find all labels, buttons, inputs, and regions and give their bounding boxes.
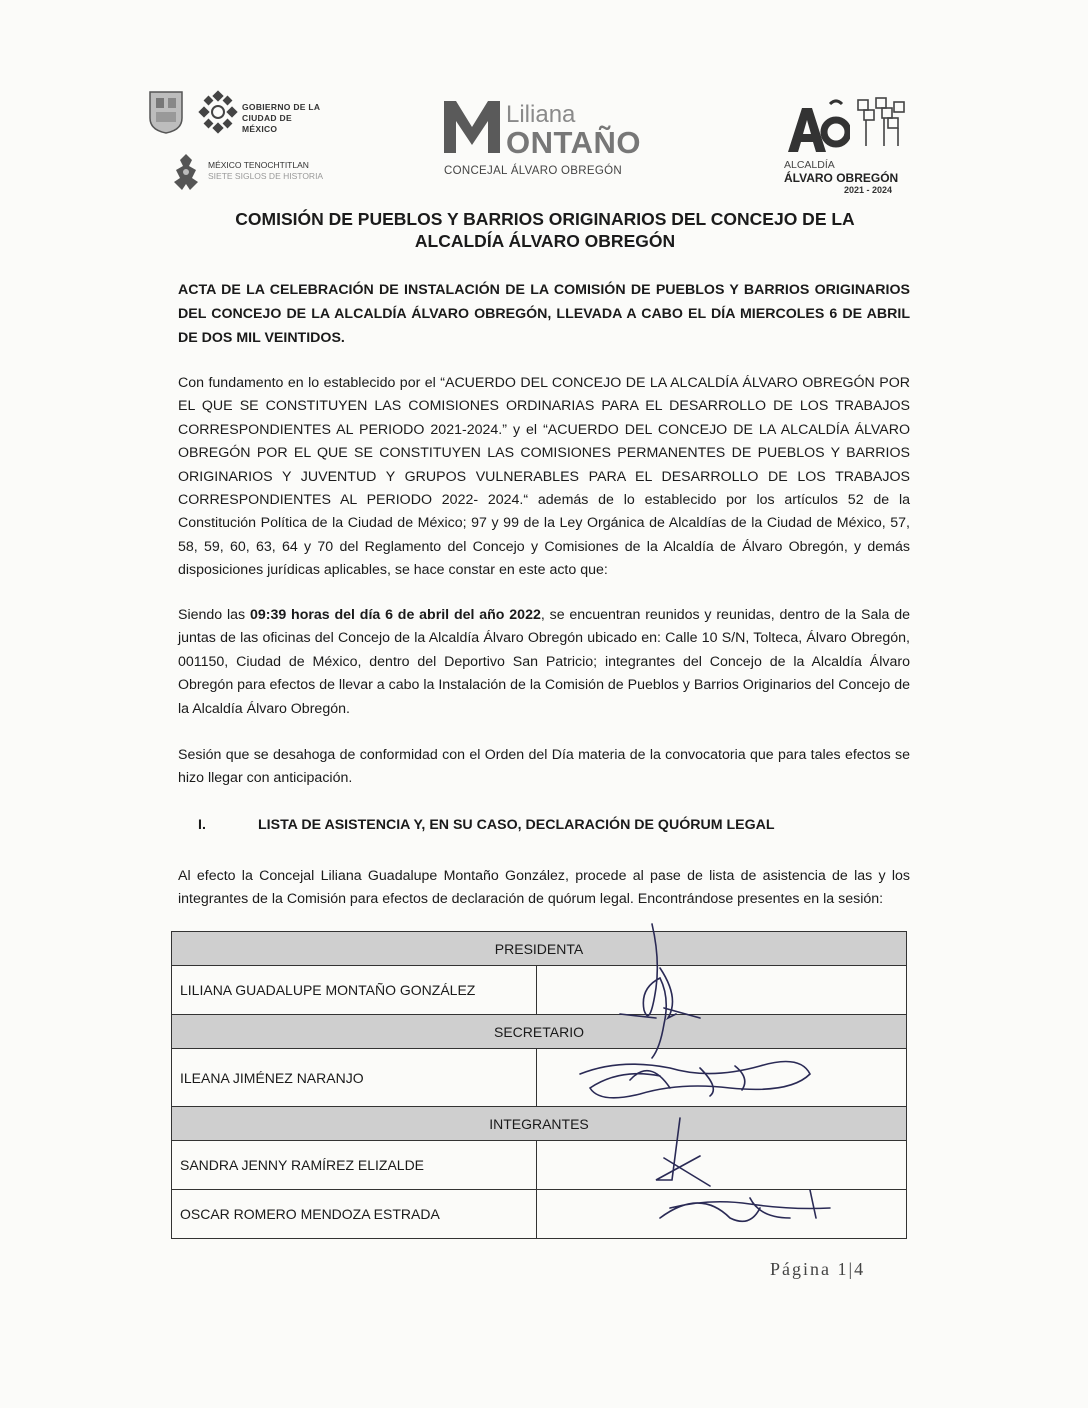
paragraph-reunion-prefix: Siendo las — [178, 607, 250, 623]
paragraph-fundamento: Con fundamento en lo establecido por el “ACUERDO DEL CONCEJO DE LA ALCALDÍA ÁLVARO OBREGÓN POR EL QUE SE CONSTITUYEN LAS COMISIONES ORDINARIAS PARA EL DESARROLLO DE LOS TRABAJOS CORRESPONDIENTES AL PERIODO 2021-2024.” y el “ACUERDO DEL CONCEJO DE LA ALCALDÍA ÁLVARO OBREGÓN POR EL QUE SE CONSTITUYEN LAS COMISIONES PERMANENTES DE PUEBLOS Y BARRIOS ORIGINARIOS Y JUVENTUD Y GRUPOS VULNERABLES PARA EL DESARROLLO DE LOS TRABAJOS CORRESPONDIENTES AL PERIODO 2022- 2024.“ además de lo establecido por los artículos 52 de la Constitución Política de la Ciudad de México; 97 y 99 de la Ley Orgánica de Alcaldías de la Ciudad de México, 57, 58, 59, 60, 63, 64 y 70 del Reglamento del Concejo y Comisiones de la Alcaldía de Álvaro Obregón, y demás disposiciones jurídicas aplicables, se hace constar en este acto que: — [178, 375, 910, 579]
role-header-integrantes: INTEGRANTES — [172, 1107, 907, 1141]
role-header-presidenta: PRESIDENTA — [172, 932, 907, 966]
paragraph-reunion-datetime: 09:39 horas del día 6 de abril del año 2022 — [249, 607, 541, 623]
trees-icon — [854, 96, 910, 148]
ao-monogram-icon — [784, 98, 850, 156]
document-subtitle: ACTA DE LA CELEBRACIÓN DE INSTALACIÓN DE LA COMISIÓN DE PUEBLOS Y BARRIOS ORIGINARIOS DEL CONCEJO DE LA ALCALDÍA ÁLVARO OBREGÓN, LLEVADA A CABO EL DÍA MIERCOLES 6 DE ABRIL DE DOS MIL VEINTIDOS. — [178, 282, 910, 346]
tenochtitlan-logo-text — [208, 160, 323, 182]
alcaldia-years: 2021 - 2024 — [844, 185, 893, 195]
logo-caption: CONCEJAL ÁLVARO OBREGÓN — [444, 165, 622, 177]
member-name-integrante-1: SANDRA JENNY RAMÍREZ ELIZALDE — [172, 1141, 537, 1190]
paragraph-reunion — [178, 604, 910, 721]
alcaldia-line1: ALCALDÍA — [784, 159, 835, 171]
member-name-presidenta: LILIANA GUADALUPE MONTAÑO GONZÁLEZ — [172, 966, 537, 1015]
alcaldia-logo — [784, 92, 924, 202]
paragraph-asistencia: Al efecto la Concejal Liliana Guadalupe Montaño González, procede al pase de lista de asistencia de las y los integrantes de la Comisión para efectos de declaración de quórum legal. Encontrándose presentes en la sesión: — [178, 868, 910, 908]
alcaldia-line2: ÁLVARO OBREGÓN — [784, 171, 899, 185]
cdmx-logo-text — [242, 102, 328, 135]
liliana-montano-logo — [442, 97, 642, 187]
role-header-secretario: SECRETARIO — [172, 1015, 907, 1049]
page-number: Página 1|4 — [770, 1259, 866, 1279]
section-title: LISTA DE ASISTENCIA Y, EN SU CASO, DECLARACIÓN DE QUÓRUM LEGAL — [258, 817, 775, 833]
section-number: I. — [198, 817, 206, 833]
signature-cell-presidenta — [537, 966, 907, 1015]
coat-of-arms-icon — [148, 90, 184, 134]
logo-name-bottom: ONTAÑO — [506, 125, 642, 160]
member-name-integrante-2: OSCAR ROMERO MENDOZA ESTRADA — [172, 1190, 537, 1239]
signature-cell-integrante-1 — [537, 1141, 907, 1190]
cdmx-flower-icon — [198, 90, 238, 134]
paragraph-sesion: Sesión que se desahoga de conformidad con el Orden del Día materia de la convocatoria que para tales efectos se hizo llegar con anticipación. — [178, 747, 910, 787]
document-title — [200, 208, 890, 252]
title-line1: COMISIÓN DE PUEBLOS Y BARRIOS ORIGINARIOS DEL CONCEJO DE LA — [235, 209, 855, 229]
title-line2: ALCALDÍA ÁLVARO OBREGÓN — [414, 231, 676, 251]
tenochtitlan-glyph-icon — [172, 152, 200, 192]
tenochtitlan-line2: SIETE SIGLOS DE HISTORIA — [208, 171, 324, 181]
signature-cell-integrante-2 — [537, 1190, 907, 1239]
attendance-table — [171, 931, 907, 1239]
cdmx-logo — [148, 90, 328, 200]
m-monogram-icon — [442, 97, 502, 155]
cdmx-line2: CIUDAD DE MÉXICO — [242, 113, 292, 134]
member-name-secretario: ILEANA JIMÉNEZ NARANJO — [172, 1049, 537, 1107]
paragraph-reunion-rest: , se encuentran reunidos y reunidas, dentro de la Sala de juntas de las oficinas del Concejo de la Alcaldía Álvaro Obregón ubicado en: Calle 10 S/N, Tolteca, Álvaro Obregón, 001150, Ciudad de México, dentro del Deportivo San Patricio; integrantes del Concejo de la Alcaldía Álvaro Obregón para efectos de llevar a cabo la Instalación de la Comisión de Pueblos y Barrios Originarios del Concejo de la Alcaldía Álvaro Obregón. — [178, 607, 910, 717]
cdmx-line1: GOBIERNO DE LA — [242, 102, 321, 112]
signature-cell-secretario — [537, 1049, 907, 1107]
tenochtitlan-line1: MÉXICO TENOCHTITLAN — [208, 160, 309, 170]
logo-name-top: Liliana — [506, 101, 576, 128]
